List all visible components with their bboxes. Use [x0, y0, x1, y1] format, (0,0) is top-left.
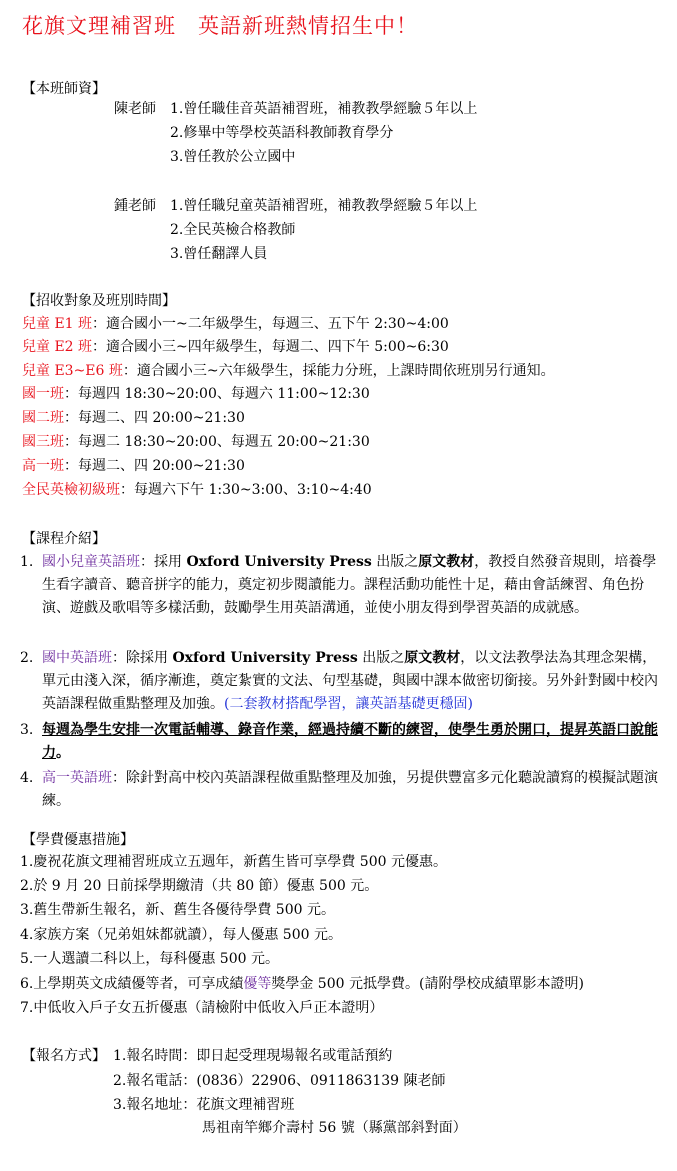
fee-item: 1.慶祝花旗文理補習班成立五週年，新舊生皆可享學費 500 元優惠。: [20, 854, 447, 870]
class-name: 全民英檢初級班: [22, 482, 120, 498]
class-row: [22, 313, 449, 335]
original-textbook: 原文教材: [404, 650, 461, 666]
publisher-name: Oxford University Press: [186, 554, 372, 570]
registration-item: 1.報名時間：即日起受理現場報名或電話預約: [113, 1048, 393, 1064]
fee-text: 6.上學期英文成績優等者，可享成績: [20, 976, 244, 992]
page-title: 花旗文理補習班 英語新班熱情招生中！: [22, 14, 418, 38]
course-text: 出版之: [371, 554, 419, 570]
course-name: 國小兒童英語班: [42, 554, 140, 570]
course-text: ：除針對高中校內英語課程做重點整理及加強，另提供豐富多元化聽說讀寫的模擬試題演練。: [42, 770, 658, 809]
registration-address: 馬祖南竿鄉介壽村 56 號（縣黨部斜對面）: [202, 1120, 467, 1136]
course-text: ：除採用: [112, 650, 173, 666]
class-desc: ：適合國小三~四年級學生，每週二、四下午 5:00~6:30: [92, 339, 449, 355]
class-desc: ：適合國小三~六年級學生，採能力分班，上課時間依班別另行通知。: [122, 363, 555, 379]
course-item: [20, 767, 665, 813]
course-text: 出版之: [357, 650, 405, 666]
fee-item: [20, 973, 584, 995]
course-text: ，教授自然發音規則，培養學生看字讀音、聽音拼字的能力，奠定初步閱讀能力。課程活動功能性十足，藉由會話練習、角色扮演、遊戲及歌唱等多樣活動，鼓勵學生用英語溝通，並使小朋友得到學習英語的成就感。: [42, 554, 657, 616]
class-row: [22, 455, 245, 477]
class-name: 高一班: [22, 458, 64, 474]
teacher-item: 3.曾任翻譯人員: [170, 246, 268, 262]
fee-item: 3.舊生帶新生報名，新、舊生各優待學費 500 元。: [20, 902, 335, 918]
course-name: 高一英語班: [42, 770, 112, 786]
class-desc: ：每週二、四 20:00~21:30: [64, 458, 245, 474]
course-text: ：採用: [140, 554, 187, 570]
course-item: [20, 551, 665, 620]
course-text: ，以文法教學法為其理念架構，單元由淺入深，循序漸進，奠定紮實的文法、句型基礎，與國中課本做密切銜接。另外針對國中校內英語課程做重點整理及加強。: [42, 650, 658, 712]
registration-heading: 【報名方式】: [22, 1048, 106, 1064]
class-name: 兒童 E3~E6 班: [22, 363, 123, 379]
class-desc: ：適合國小一~二年級學生，每週三、五下午 2:30~4:00: [92, 316, 449, 332]
teacher-name: 陳老師: [114, 101, 156, 117]
course-section-heading: 【課程介紹】: [22, 531, 106, 547]
registration-item: 3.報名地址：花旗文理補習班: [113, 1097, 295, 1113]
teacher-item: 1.曾任職兒童英語補習班，補教教學經驗５年以上: [170, 198, 478, 214]
class-name: 國二班: [22, 410, 64, 426]
publisher-name: Oxford University Press: [172, 650, 358, 666]
course-number: 3.: [20, 722, 34, 738]
course-item: [20, 719, 665, 765]
teacher-item: 1.曾任職佳音英語補習班，補教教學經驗５年以上: [170, 101, 478, 117]
registration-item: 2.報名電話：(0836）22906、0911863139 陳老師: [113, 1073, 446, 1089]
class-row: [22, 407, 245, 429]
teacher-item: 3.曾任教於公立國中: [170, 149, 296, 165]
class-name: 國一班: [22, 386, 64, 402]
class-desc: ：每週六下午 1:30~3:00、3:10~4:40: [120, 482, 372, 498]
teacher-item: 2.修畢中等學校英語科教師教育學分: [170, 125, 394, 141]
course-number: 2.: [20, 650, 34, 666]
course-name: 國中英語班: [42, 650, 112, 666]
teacher-item: 2.全民英檢合格教師: [170, 222, 296, 238]
fee-highlight: 優等: [243, 976, 272, 992]
class-name: 國三班: [22, 434, 64, 450]
classes-section-heading: 【招收對象及班別時間】: [22, 293, 176, 309]
class-row: [22, 360, 555, 382]
class-row: [22, 383, 370, 405]
class-name: 兒童 E2 班: [22, 339, 93, 355]
fee-item: 5.一人選讀二科以上，每科優惠 500 元。: [20, 951, 279, 967]
teachers-section-heading: 【本班師資】: [22, 81, 106, 97]
fee-item: 7.中低收入戶子女五折優惠（請檢附中低收入戶正本證明）: [20, 1000, 384, 1016]
class-desc: ：每週二 18:30~20:00、每週五 20:00~21:30: [64, 434, 370, 450]
fee-section-heading: 【學費優惠措施】: [22, 832, 134, 848]
class-name: 兒童 E1 班: [22, 316, 93, 332]
fee-text: 獎學金 500 元抵學費。(請附學校成績單影本證明): [271, 976, 584, 992]
course-text: 。: [56, 745, 70, 761]
class-row: [22, 336, 449, 358]
class-desc: ：每週二、四 20:00~21:30: [64, 410, 245, 426]
course-number: 4.: [20, 770, 34, 786]
fee-item: 2.於 9 月 20 日前採學期繳清（共 80 節）優惠 500 元。: [20, 878, 379, 894]
class-row: [22, 431, 370, 453]
class-desc: ：每週四 18:30~20:00、每週六 11:00~12:30: [64, 386, 370, 402]
fee-item: 4.家族方案（兄弟姐妹都就讀），每人優惠 500 元。: [20, 927, 342, 943]
course-item: [20, 647, 665, 716]
course-number: 1.: [20, 554, 34, 570]
course-note: (二套教材搭配學習，讓英語基礎更穩固): [224, 696, 473, 712]
teacher-name: 鍾老師: [114, 198, 156, 214]
original-textbook: 原文教材: [418, 554, 475, 570]
class-row: [22, 479, 372, 501]
course-highlight: 每週為學生安排一次電話輔導、錄音作業，經過持續不斷的練習，使學生勇於開口，提昇英語口說能力: [42, 722, 658, 761]
